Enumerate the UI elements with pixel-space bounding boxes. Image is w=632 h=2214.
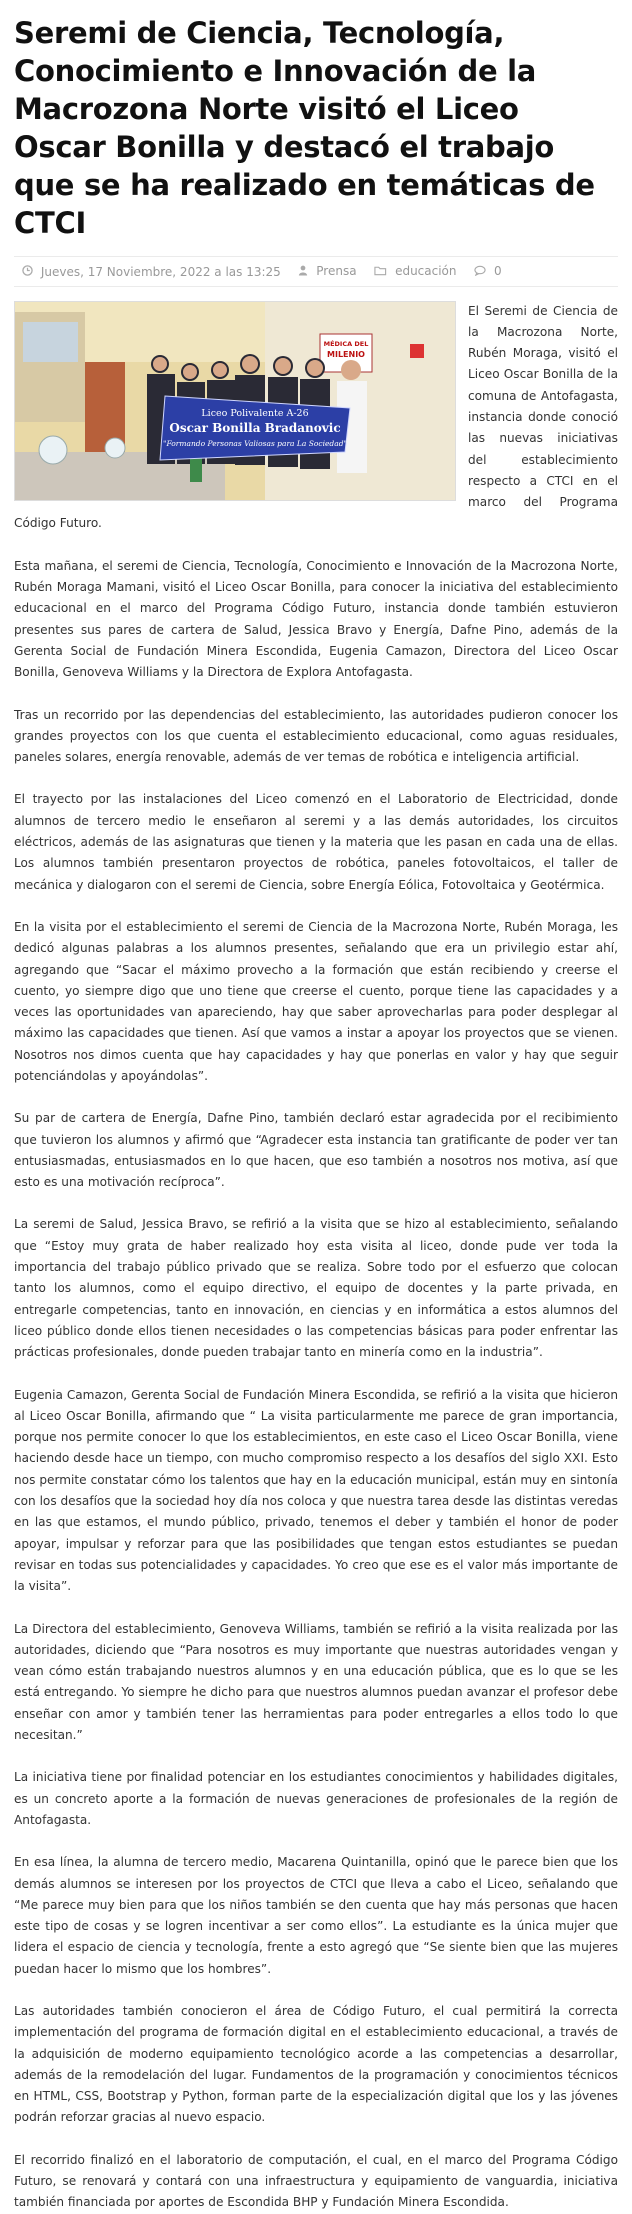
- article-date: Jueves, 17 Noviembre, 2022 a las 13:25: [40, 264, 281, 279]
- comments-count-link[interactable]: 0: [493, 264, 502, 278]
- paragraph: El trayecto por las instalaciones del Liceo comenzó en el Laboratorio de Electricidad, donde alumnos de tercero medio le enseñaron al seremi y a las demás autoridades, los circuitos eléctricos, además de las asignaturas que tienen y la materia que les pasan en cada una de ellas. Los alumnos también presentaron proyectos de robótica, paneles fotovoltaicos, el taller de mecánica y dialogaron con el seremi de Ciencia, sobre Energía Eólica, Fotovoltaica y Geotérmica.: [14, 792, 618, 892]
- article-title: Seremi de Ciencia, Tecnología, Conocimiento e Innovación de la Macrozona Norte visitó el Liceo Oscar Bonilla y destacó el trabajo que se ha realizado en temáticas de CTCI: [14, 16, 595, 240]
- paragraph: Eugenia Camazon, Gerenta Social de Fundación Minera Escondida, se refirió a la visita que hicieron al Liceo Oscar Bonilla, afirmando que “ La visita particularmente me parece de gran importancia, porque nos permite conocer lo que los establecimientos, en este caso el Liceo Oscar Bonilla, viene haciendo desde hace un tiempo, con mucho compromiso respecto a los desafíos del siglo XXI. Esto nos permite constatar cómo los talentos que hay en la educación municipal, están muy en sintonía con los desafíos que la sociedad hoy día nos coloca y que nuestra tarea desde las distintas veredas en las que estamos, el mundo público, privado, tenemos el deber y también el honor de poder apoyar, impulsar y reforzar para que las posibilidades que tengan estos estudiantes se puedan revisar en todas sus potencialidades y capacidades. Yo creo que ese es el valor más importante de la visita”.: [14, 1387, 618, 1594]
- banner-line-2: Oscar Bonilla Bradanovic: [169, 420, 341, 435]
- clock-icon: [22, 265, 33, 279]
- paragraph: El recorrido finalizó en el laboratorio de computación, el cual, en el marco del Programa Código Futuro, se renovará y contará con una infraestructura y equipamiento de vanguardia, iniciativa también financiada por aportes de Escondida BHP y Fundación Minera Escondida.: [14, 2152, 618, 2210]
- user-icon: [298, 265, 308, 279]
- paragraph: La Directora del establecimiento, Genoveva Williams, también se refirió a la visita realizada por las autoridades, diciendo que “Para nosotros es muy importante que nuestras autoridades vengan y vean cómo están trabajando nuestros alumnos y en una educación pública, que es lo que se les está entregando. Yo siempre he dicho para que nuestros alumnos puedan avanzar el profesor debe enseñar con amor y también tener las herramientas para poder entregarles a ellos todo lo que necesitan.”: [14, 1621, 618, 1743]
- banner-line-1: Liceo Polivalente A-26: [201, 407, 309, 419]
- paragraph: Su par de cartera de Energía, Dafne Pino, también declaró estar agradecida por el recibimiento que tuvieron los alumnos y afirmó que “Agradecer esta instancia tan gratificante de poder ver tan entusiasmadas, entusiasmados en lo que hacen, que eso también a nosotros nos motiva, así que esto es una motivación recíproca”.: [14, 1111, 618, 1190]
- sign-line-1: MÉDICA DEL: [323, 339, 369, 348]
- paragraph: La iniciativa tiene por finalidad potenciar en los estudiantes conocimientos y habilidades digitales, es un concreto aporte a la formación de nuevas generaciones de profesionales de la región de Antofagasta.: [14, 1770, 618, 1827]
- paragraph: La seremi de Salud, Jessica Bravo, se refirió a la visita que se hizo al establecimiento, señalando que “Estoy muy grata de haber realizado hoy esta visita al liceo, donde pude ver toda la importancia del trabajo público privado que se realiza. Sobre todo por el esfuerzo que colocan tanto los alumnos, como el equipo directivo, el equipo de docentes y la parte privada, en entregarle competencias, tanto en innovación, en ciencias y en informática a estos alumnos del liceo público donde ellos tienen necesidades o las competencias básicas para poder enfrentar las prácticas profesionales, donde pueden trabajar tanto en minería como en la industria”.: [14, 1217, 618, 1360]
- author-link[interactable]: Prensa: [316, 264, 357, 278]
- paragraph: El Seremi de Ciencia de la Macrozona Norte, Rubén Moraga, visitó el Liceo Oscar Bonilla de la comuna de Antofagasta, instancia donde conoció las nuevas iniciativas del establecimiento respecto a CTCI en el marco del Programa Código Futuro.: [14, 303, 618, 531]
- paragraph: Tras un recorrido por las dependencias del establecimiento, las autoridades pudieron conocer los grandes proyectos con los que cuenta el establecimiento educacional, como aguas residuales, paneles solares, energía renovable, además de ver temas de robótica e inteligencia artificial.: [14, 707, 618, 765]
- article-body: [14, 301, 618, 2214]
- banner-line-3: "Formando Personas Valiosas para La Sociedad": [163, 438, 347, 448]
- paragraph: En esa línea, la alumna de tercero medio, Macarena Quintanilla, opinó que le parece bien que los demás alumnos se interesen por los proyectos de CTCI que lleva a cabo el Liceo, señalando que “Me parece muy bien para que los niños también se den cuenta que hay más personas que hacen este tipo de cosas y se logren incentivar a ser como ellos”. La estudiante es la única mujer que lidera el espacio de ciencia y tecnología, frente a esto agregó que “Se siente bien que las mujeres puedan hacer lo mismo que los hombres”.: [14, 1855, 618, 1976]
- article-photo: [14, 301, 456, 501]
- paragraph: Esta mañana, el seremi de Ciencia, Tecnología, Conocimiento e Innovación de la Macrozona Norte, Rubén Moraga Mamani, visitó el Liceo Oscar Bonilla, para conocer la iniciativa del establecimiento educacional en el marco del Programa Código Futuro, instancia donde también estuvieron presentes sus pares de cartera de Salud, Jessica Bravo y Energía, Dafne Pino, además de la Gerenta Social de Fundación Minera Escondida, Eugenia Camazon, Directora del Liceo Oscar Bonilla, Genoveva Williams y la Directora de Explora Antofagasta.: [14, 558, 618, 680]
- category-link[interactable]: educación: [395, 264, 457, 278]
- paragraph: En la visita por el establecimiento el seremi de Ciencia de la Macrozona Norte, Rubén Moraga, les dedicó algunas palabras a los alumnos presentes, señalando que era un privilegio estar ahí, agregando que “Sacar el máximo provecho a la formación que están recibiendo y creerse el cuento, yo siempre digo que uno tiene que creerse el cuento, porque tiene las capacidades y a veces las oportunidades van apareciendo, hay que saber aprovecharlas para poder desplegar al máximo las capacidades que tienen. Así que vamos a instar a apoyar los proyectos que se vienen. Nosotros nos dimos cuenta que hay capacidades y hay que ponerlas en valor y hay que seguir potenciándolas y apoyándolas”.: [14, 919, 618, 1083]
- comment-icon: [474, 265, 486, 279]
- folder-icon: [374, 265, 387, 279]
- paragraph: Las autoridades también conocieron el área de Código Futuro, el cual permitirá la correcta implementación del programa de formación digital en el establecimiento educacional, a través de la adquisición de moderno equipamiento tecnológico acorde a las competencias a desarrollar, además de la remodelación del lugar. Fundamentos de la programación y conocimientos técnicos en HTML, CSS, Bootstrap y Python, forman parte de la especialización digital que los y las jóvenes podrán reforzar gracias al nuevo espacio.: [14, 2003, 618, 2125]
- article-meta: [14, 256, 618, 287]
- sign-line-2: MILENIO: [327, 349, 365, 359]
